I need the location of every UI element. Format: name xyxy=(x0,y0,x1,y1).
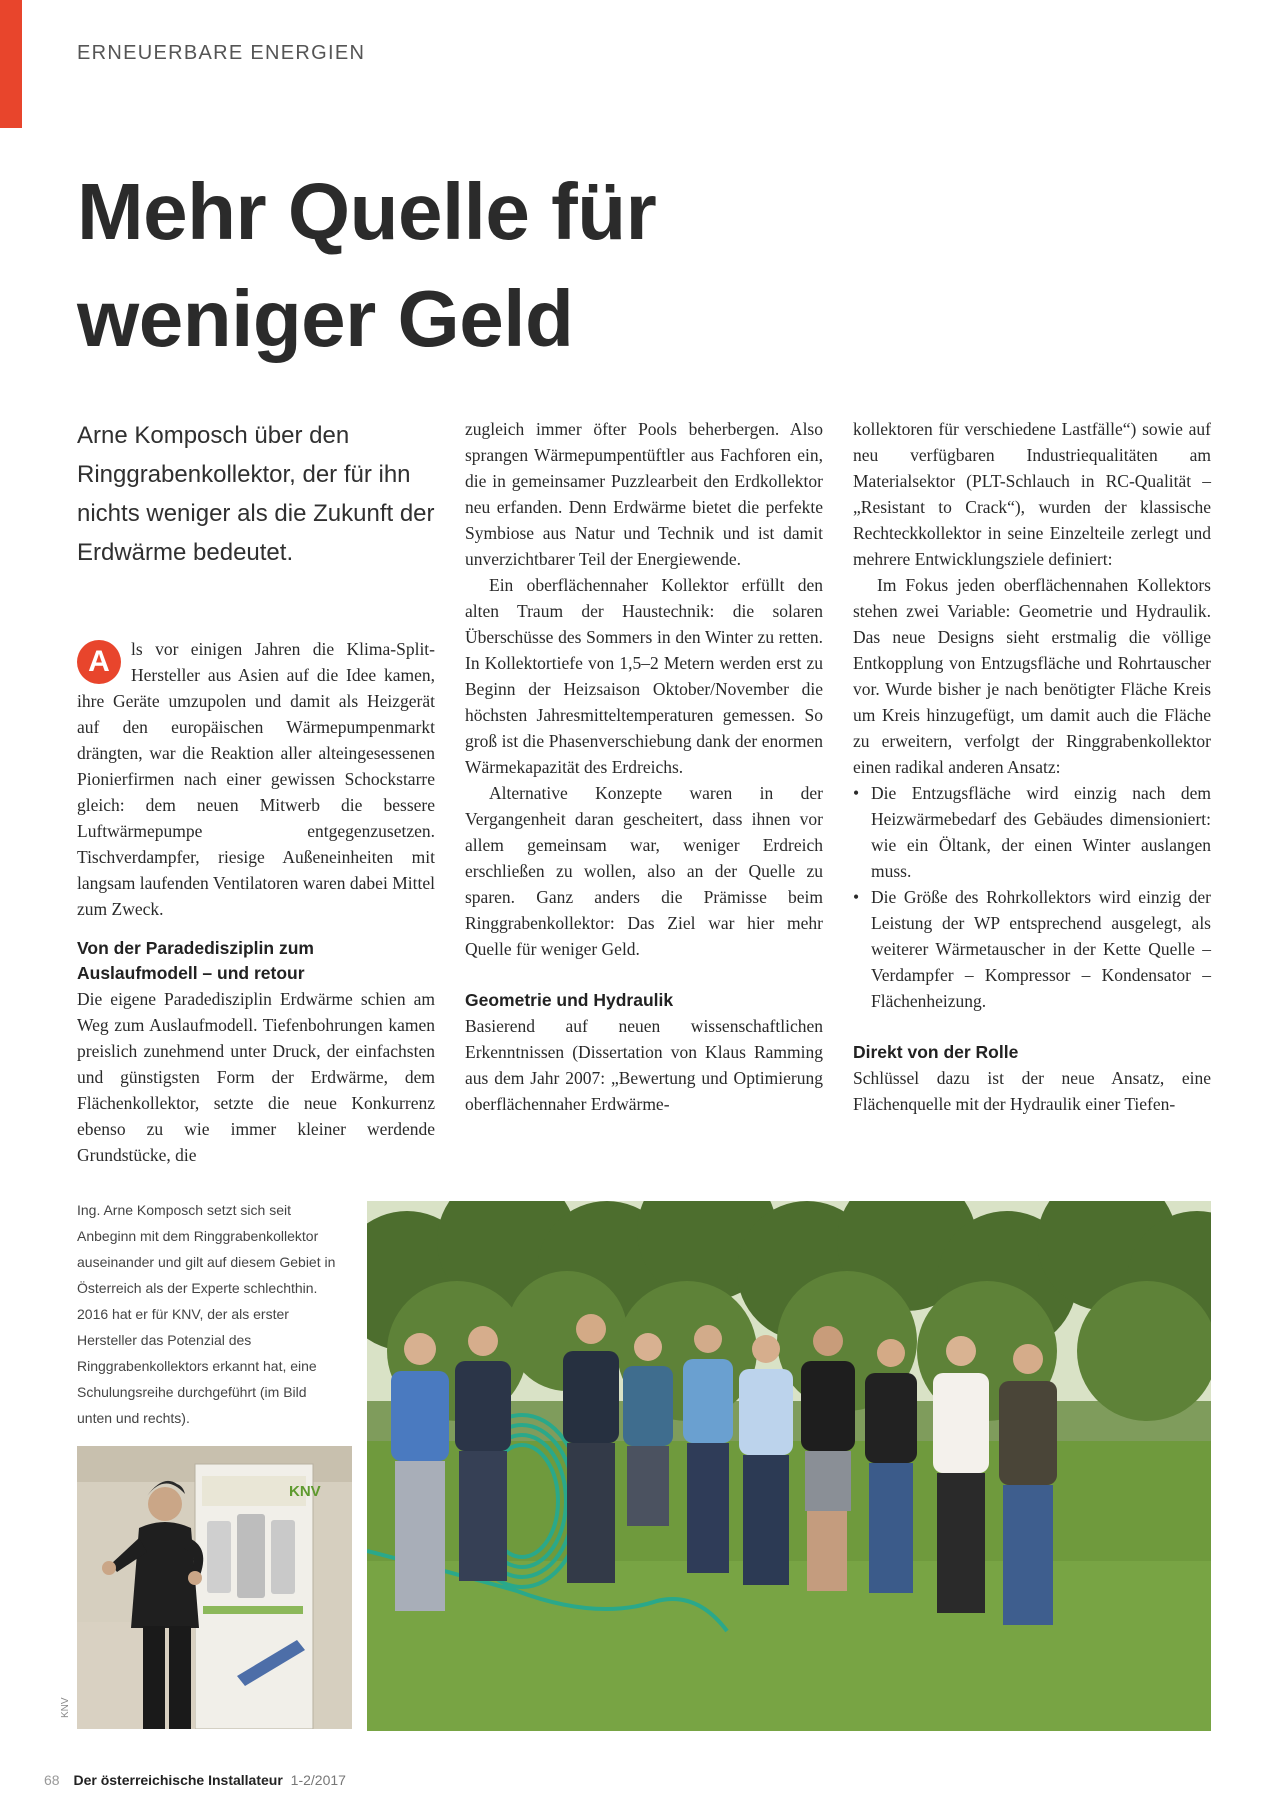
column-1 xyxy=(77,416,435,1168)
paragraph-basierend: Basierend auf neuen wissenschaftlichen Erkenntnissen (Dissertation von Klaus Ramming aus dem Jahr 2007: „Bewertung und Optimierung oberflächennaher Erdwärme- xyxy=(465,1016,823,1114)
paragraph-fokus: Im Fokus jeden oberflächennahen Kollektors stehen zwei Variable: Geometrie und Hydraulik. Das neue Designs sieht erstmalig die völlige Entkopplung von Entzugsfläche und Rohrtauscher vor. Wurde bisher je nach benötigter Fläche Kreis um Kreis hinzugefügt, um damit auch die Fläche zu erweitern, verfolgt der Ringgrabenkollektor einen radikal anderen Ansatz: xyxy=(853,575,1211,777)
magazine-name: Der österreichische Installateur xyxy=(73,1772,283,1788)
issue-number: 1-2/2017 xyxy=(290,1772,346,1788)
intro-paragraph: ls vor einigen Jahren die Klima-Split-Hersteller aus Asien auf die Idee kamen, ihre Geräte umzupolen und damit als Heizgerät auf den europäischen Wärmepumpenmarkt drängten, war die Reaktion aller alteingesessenen Pionierfirmen nach einer gewissen Schockstarre gleich: dem neuen Mitwerb die bessere Luftwärmepumpe entgegenzusetzen. Tischverdampfer, riesige Außeneinheiten mit langsam laufenden Ventilatoren waren dabei Mittel zum Zweck. xyxy=(77,639,435,919)
column-2 xyxy=(465,416,823,1117)
paragraph-alternative: Alternative Konzepte waren in der Vergangenheit daran gescheitert, dass ihnen vor allem gemeinsam war, weniger Erdreich erschließen zu wollen, also an der Quelle zu sparen. Ganz anders die Prämisse beim Ringgrabenkollektor: Das Ziel war hier mehr Quelle für weniger Geld. xyxy=(465,783,823,959)
bullet-list xyxy=(853,780,1211,1014)
banner-logo: KNV xyxy=(289,1483,321,1500)
photo-credit: KNV xyxy=(60,1697,71,1718)
paragraph-pools: zugleich immer öfter Pools beherbergen. Also sprangen Wärmepumpentüftler aus Fachforen ein, die in gemeinsamer Puzzlearbeit den Erdkollektor neu erfanden. Denn Erdwärme bietet die perfekte Symbiose aus Natur und Technik und ist damit unverzichtbarer Teil der Energiewende. xyxy=(465,419,823,569)
photo-caption: Ing. Arne Komposch setzt sich seit Anbeginn mit dem Ringgrabenkollektor auseinander und gilt auf diesem Gebiet in Österreich als der Experte schlechthin. 2016 hat er für KNV, der als erster Hersteller das Potenzial des Ringgrabenkollektors erkannt hat, eine Schulungsreihe durchgeführt (im Bild unten und rechts). xyxy=(77,1202,336,1426)
list-item: • Die Entzugsfläche wird einzig nach dem Heizwärmebedarf des Gebäudes dimensioniert: wie ein Öltank, der einen Winter auslangen muss. xyxy=(853,780,1211,884)
photo-group xyxy=(367,1201,1211,1731)
photo-presenter xyxy=(77,1446,352,1729)
page-footer xyxy=(44,1772,346,1788)
section-label: ERNEUERBARE ENERGIEN xyxy=(77,42,366,64)
paragraph-kollektor: Ein oberflächennaher Kollektor erfüllt den alten Traum der Haustechnik: die solaren Überschüsse des Sommers in den Winter zu retten. In Kollektortiefe von 1,5–2 Metern werden erst zu Beginn der Heizsaison Oktober/November die höchsten Jahresmitteltemperaturen gemessen. So groß ist die Phasenverschiebung dank der enormen Wärmekapazität des Erdreichs. xyxy=(465,575,823,777)
column-3 xyxy=(853,416,1211,1117)
subhead-rolle: Direkt von der Rolle xyxy=(853,1042,1019,1062)
paragraph-lastfaelle: kollektoren für verschiedene Lastfälle“) sowie auf neu verfügbaren Industriequalitäten am Materialsektor (PLT-Schlauch in RC-Qualität – „Resistant to Crack“), wurden der klassische Rechteckkollektor in seine Einzelteile zerlegt und mehrere Entwicklungsziele definiert: xyxy=(853,419,1211,569)
article-title xyxy=(77,158,797,372)
accent-bar xyxy=(0,0,22,128)
presenter-illustration xyxy=(77,1446,352,1729)
group-illustration xyxy=(367,1201,1211,1731)
list-item: • Die Größe des Rohrkollektors wird einzig der Leistung der WP entsprechend ausgelegt, als weiterer Wärmetauscher in der Kette Quelle – Verdampfer – Kompressor – Kondensator – Flächenheizung. xyxy=(853,884,1211,1014)
title-line-1: Mehr Quelle für xyxy=(77,167,657,256)
title-line-2: weniger Geld xyxy=(77,274,574,363)
paragraph-paradedisziplin: Die eigene Paradedisziplin Erdwärme schien am Weg zum Auslaufmodell. Tiefenbohrungen kamen preislich zunehmend unter Druck, der einfachsten und günstigsten Form der Erdwärme, dem Flächenkollektor, setzte die neue Konkurrenz ebenso zu wie immer kleiner werdende Grundstücke, die xyxy=(77,989,435,1165)
drop-cap: A xyxy=(77,640,121,684)
subhead-paradedisziplin: Von der Paradedisziplin zum Auslaufmodell – und retour xyxy=(77,938,314,983)
article-lead: Arne Komposch über den Ringgrabenkollektor, der für ihn nichts weniger als die Zukunft der Erdwärme bedeutet. xyxy=(77,422,435,566)
page-number: 68 xyxy=(44,1772,60,1788)
paragraph-schluessel: Schlüssel dazu ist der neue Ansatz, eine Flächenquelle mit der Hydraulik einer Tiefen- xyxy=(853,1068,1211,1114)
subhead-geometrie: Geometrie und Hydraulik xyxy=(465,990,674,1010)
